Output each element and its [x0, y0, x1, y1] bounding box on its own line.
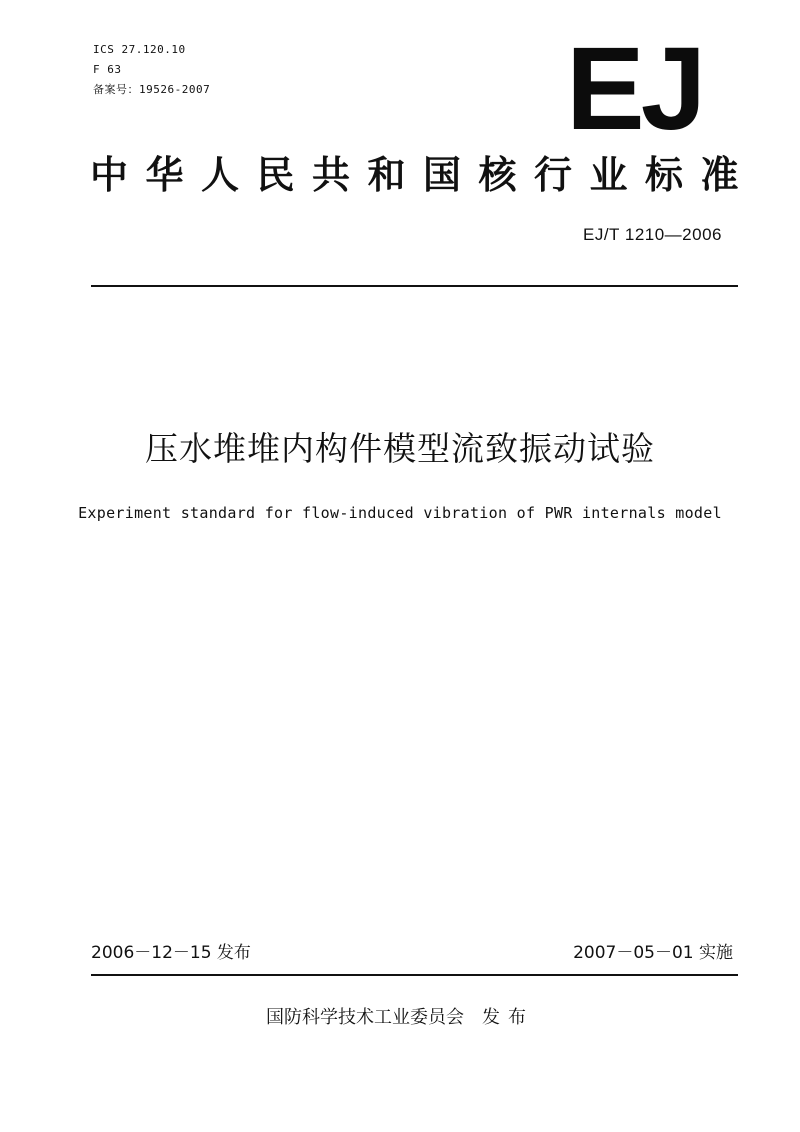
bottom-divider — [91, 974, 738, 976]
document-title-english: Experiment standard for flow-induced vibration of PWR internals model — [78, 504, 722, 522]
document-title-chinese: 压水堆堆内构件模型流致振动试验 — [145, 429, 655, 468]
publisher-name: 国防科学技术工业委员会 — [266, 1007, 464, 1028]
standard-number: EJ/T 1210—2006 — [583, 225, 722, 244]
implementation-date: 2007－05－01 实施 — [573, 943, 733, 963]
publisher-action: 发布 — [482, 1007, 534, 1028]
ccs-code: F 63 — [93, 63, 122, 76]
ics-code: ICS 27.120.10 — [93, 43, 186, 56]
filing-number: 备案号：19526-2007 — [93, 83, 211, 96]
publisher-line — [0, 1005, 800, 1031]
ej-logo: EJ — [566, 23, 703, 155]
top-divider — [91, 285, 738, 287]
standard-category-title: 中华人民共和国核行业标准 — [90, 152, 757, 197]
issue-date: 2006－12－15 发布 — [91, 943, 251, 963]
